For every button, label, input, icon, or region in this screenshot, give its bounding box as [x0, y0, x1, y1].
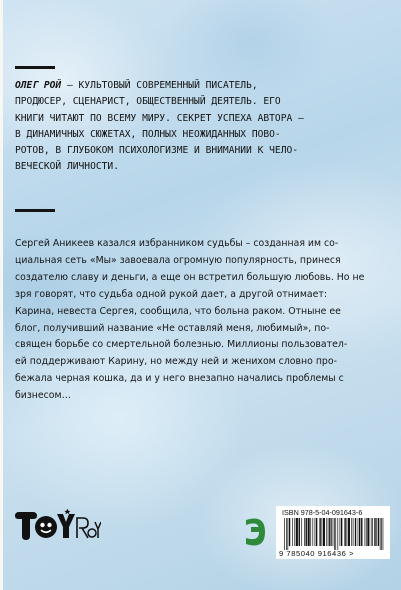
author-bio-line: В ДИНАМИЧНЫХ СЮЖЕТАХ, ПОЛНЫХ НЕОЖИДАННЫХ ПОВО-: [15, 128, 281, 140]
annotation-line: создателю славу и деньги, а еще он встретил большую любовь. Но не: [15, 271, 365, 283]
barcode-bar: [341, 518, 342, 546]
barcode-bar: [322, 518, 323, 546]
barcode-bar: [316, 518, 317, 546]
barcode-bar: [383, 518, 384, 550]
barcode-bar: [378, 518, 379, 546]
annotation-line: циальная сеть «Мы» завоевала огромную популярность, принеся: [15, 254, 341, 266]
barcode-bar: [294, 518, 295, 546]
annotation-line: бежала черная кошка, да и у него внезапно начались проблемы с: [15, 373, 344, 385]
barcode-bar: [335, 518, 336, 550]
barcode-bar: [284, 518, 285, 550]
author-bio-line: ПРОДЮСЕР, СЦЕНАРИСТ, ОБЩЕСТВЕННЫЙ ДЕЯТЕЛЬ. ЕГО: [15, 96, 281, 108]
annotation-line: зря говорят, что судьба одной рукой дает, а другой отнимает:: [15, 288, 327, 300]
barcode-bar: [308, 518, 310, 546]
author-bio-line: РОТОВ, В ГЛУБОКОМ ПСИХОЛОГИЗМЕ И ВНИМАНИИ К ЧЕЛО-: [15, 145, 299, 157]
barcode-bar: [319, 518, 320, 546]
author-bio-line: — КУЛЬТОВЫЙ СОВРЕМЕННЫЙ ПИСАТЕЛЬ,: [61, 80, 258, 91]
book-annotation: [15, 236, 386, 405]
barcode-bar: [348, 518, 350, 546]
barcode-bar: [355, 518, 356, 546]
barcode-bar: [365, 518, 366, 546]
author-bio-line: КНИГИ ЧИТАЮТ ПО ВСЕМУ МИРУ. СЕКРЕТ УСПЕХА АВТОРА —: [15, 112, 304, 124]
barcode-bar: [306, 518, 307, 546]
book-spine-edge: [0, 0, 3, 590]
barcode-bar: [347, 518, 348, 546]
barcode-bar: [359, 518, 360, 546]
barcode-bar: [351, 518, 352, 546]
barcode-bar: [333, 518, 334, 546]
barcode-bar: [323, 518, 325, 546]
barcode-bar: [310, 518, 311, 546]
barcode-bar: [286, 518, 287, 550]
barcode-bar: [367, 518, 369, 546]
barcode-bar: [326, 518, 327, 546]
barcode-bar: [344, 518, 345, 546]
barcode-bar: [312, 518, 313, 546]
barcode-bar: [301, 518, 302, 546]
author-bio-line: ВЕЧЕСКОЙ ЛИЧНОСТИ.: [15, 161, 119, 173]
toyroy-logo: [13, 508, 101, 544]
annotation-line: ей поддерживают Карину, но между ней и женихом словно про-: [15, 356, 337, 368]
annotation-line: Сергей Аникеев казался избранником судьбы – созданная им со-: [15, 238, 339, 249]
annotation-line: бизнесом…: [15, 390, 71, 402]
barcode-bar: [374, 518, 375, 546]
middle-divider: [15, 209, 55, 212]
barcode-bar: [380, 518, 381, 550]
barcode-bar: [371, 518, 372, 546]
annotation-line: Карина, невеста Сергея, сообщила, что больна раком. Отныне ее: [15, 305, 341, 317]
eksmo-e-logo-icon: [243, 512, 268, 552]
barcode-panel: [276, 506, 390, 559]
top-divider: [15, 66, 55, 69]
barcode-bar: [340, 518, 341, 546]
barcode-bar: [331, 518, 332, 546]
annotation-line: священ борьбе со смертельной болезнью. Миллионы пользовател-: [15, 339, 348, 351]
barcode-bar: [328, 518, 329, 546]
barcode-bar: [376, 518, 377, 546]
ean-digits: 9 785040 916436 >: [279, 549, 355, 558]
barcode-bar: [315, 518, 316, 546]
barcode-bar: [337, 518, 338, 550]
annotation-line: блог, получивший название «Не оставляй меня, любимый», по-: [15, 322, 330, 334]
barcode-bar: [329, 518, 330, 546]
barcode-bar: [334, 518, 335, 550]
barcode-bar: [304, 518, 305, 546]
barcode-bar: [358, 518, 359, 546]
barcode-bar: [372, 518, 373, 546]
barcode-bar: [381, 518, 382, 550]
barcode-bar: [292, 518, 293, 546]
barcode-bar: [353, 518, 354, 546]
isbn-text: ISBN 978-5-04-091643-6: [282, 508, 363, 517]
barcode-bar: [361, 518, 362, 546]
author-bio: [15, 78, 385, 176]
barcode-image: [284, 518, 384, 550]
barcode-bar: [287, 518, 288, 550]
barcode-bar: [299, 518, 300, 546]
barcode-bar: [289, 518, 290, 546]
author-name: ОЛЕГ РОЙ: [15, 80, 62, 91]
barcode-bar: [366, 518, 367, 546]
barcode-bar: [296, 518, 298, 546]
